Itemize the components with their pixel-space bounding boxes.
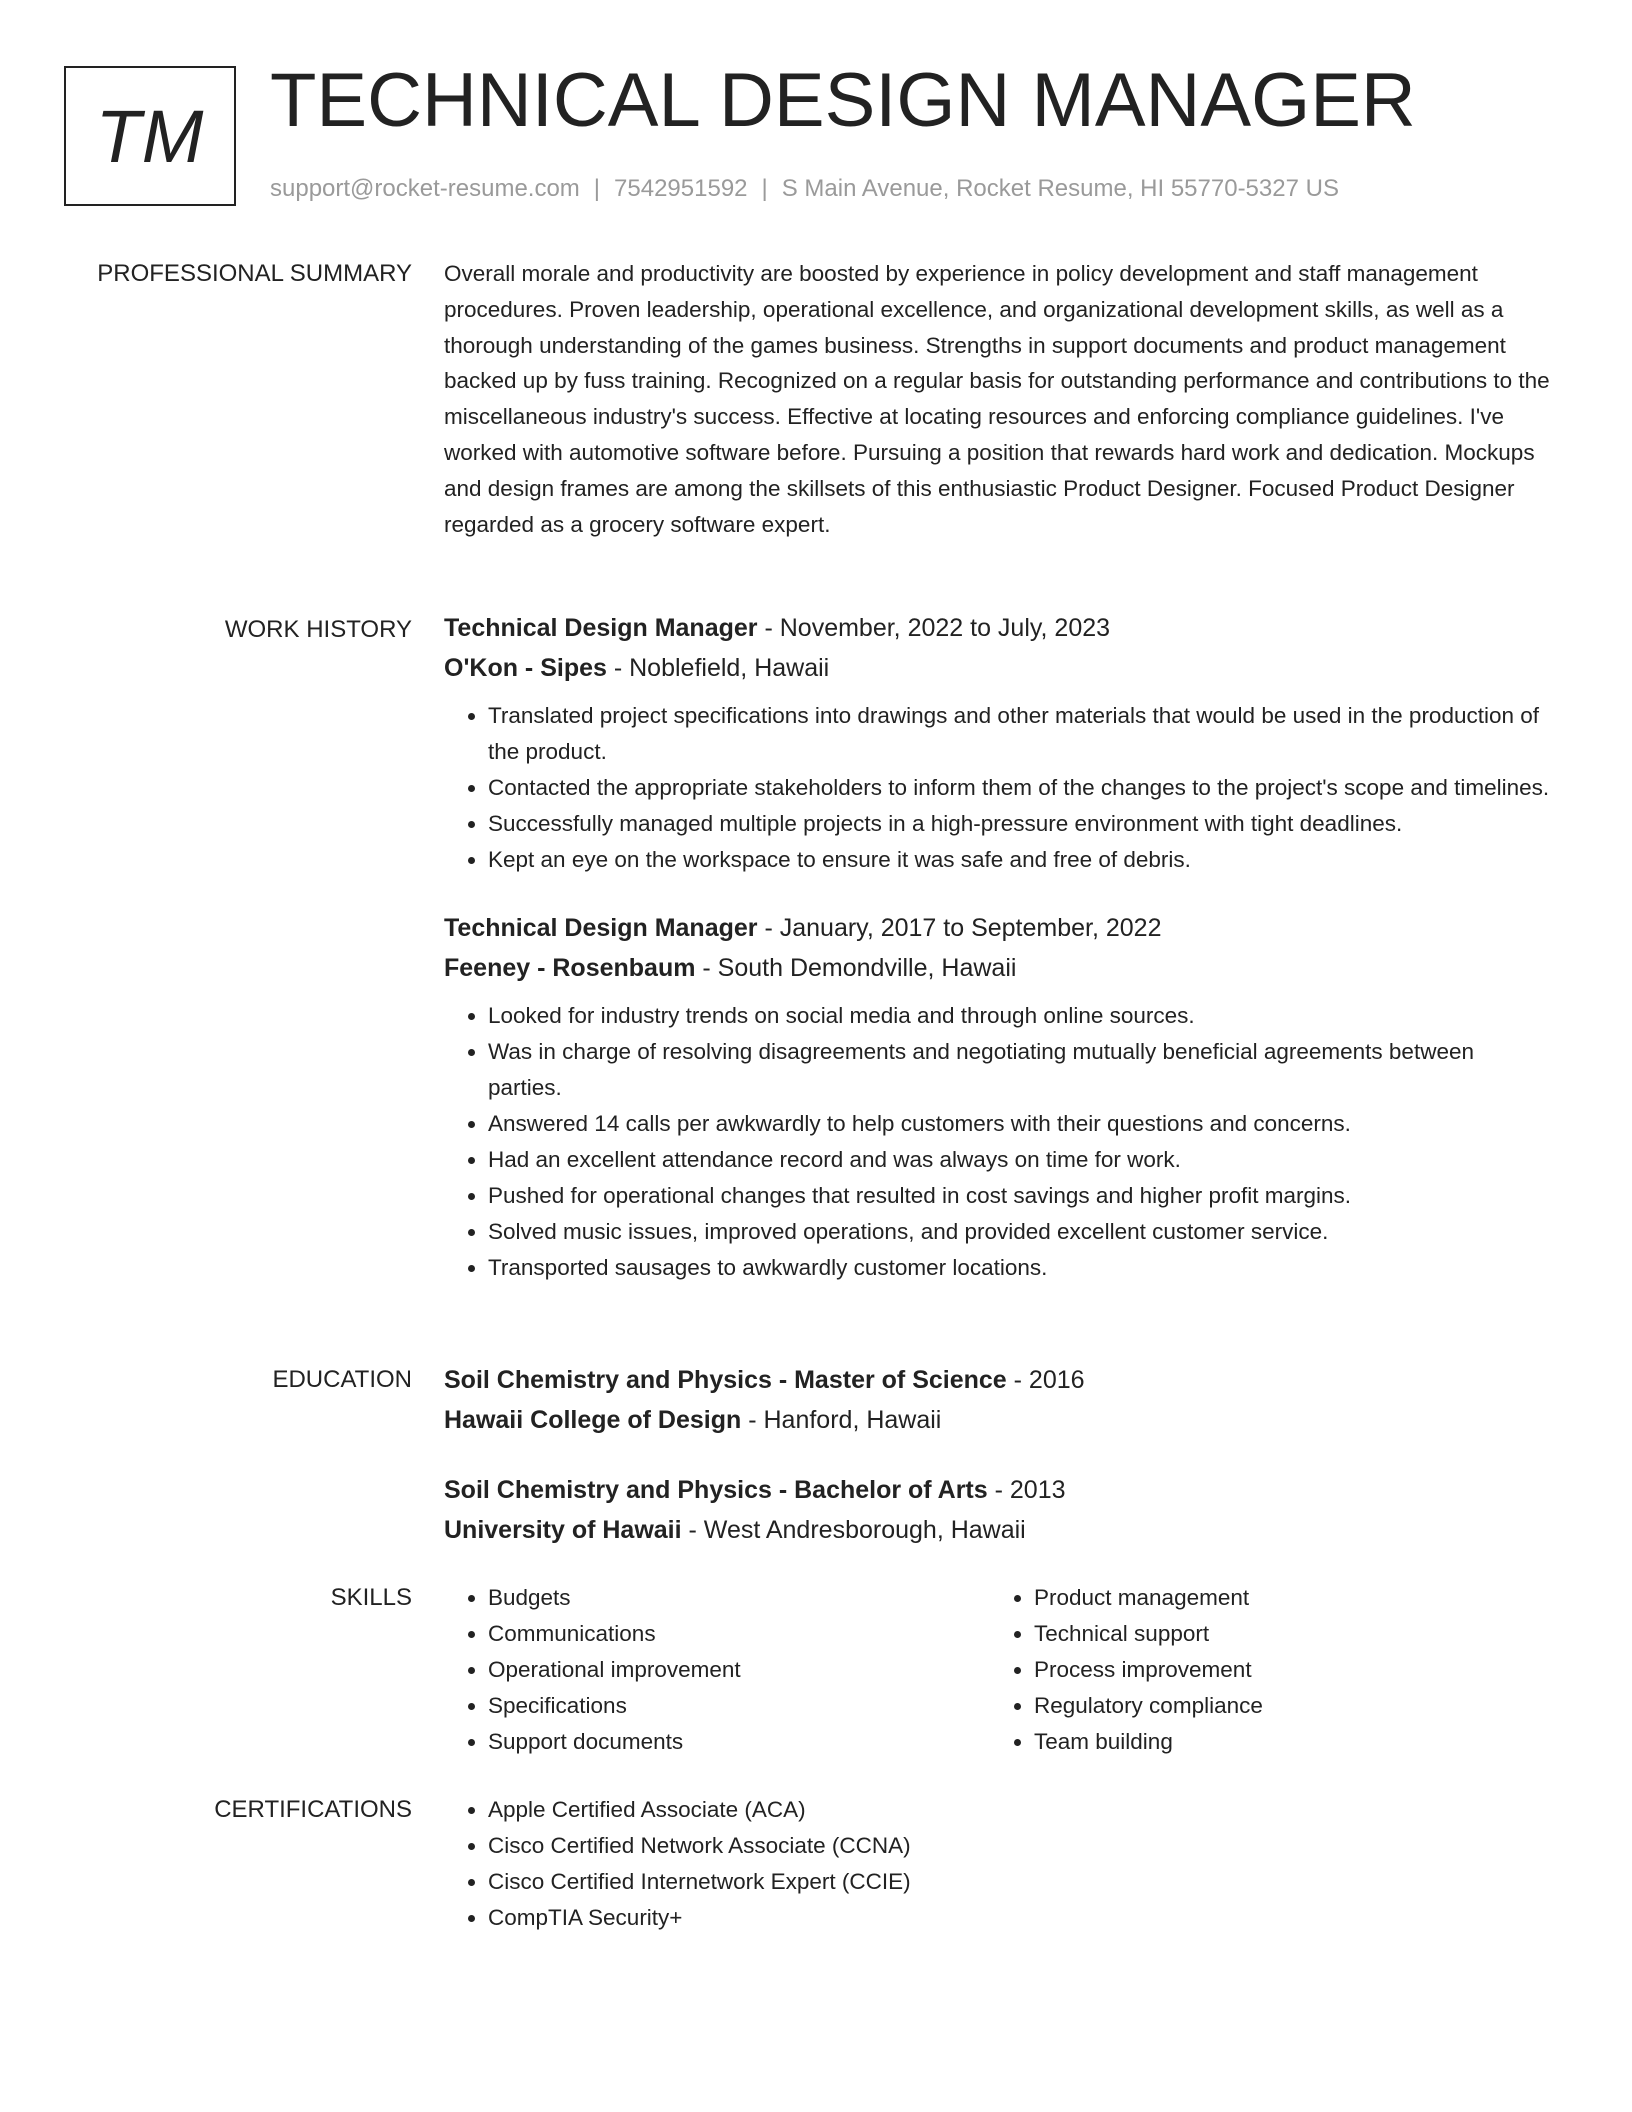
certifications-body bbox=[444, 1792, 1554, 1936]
skills-column-right bbox=[990, 1580, 1536, 1760]
skills-body bbox=[444, 1580, 1554, 1760]
job-bullet: • Was in charge of resolving disagreements and negotiating mutually beneficial agreements between parties. bbox=[488, 1034, 1554, 1106]
skills-list bbox=[990, 1580, 1536, 1760]
job-bullet: • Pushed for operational changes that resulted in cost savings and higher profit margins. bbox=[488, 1178, 1554, 1214]
contact-phone: 7542951592 bbox=[614, 175, 748, 202]
skill-item: • Product management bbox=[1034, 1580, 1536, 1616]
job-bullet: • Solved music issues, improved operations, and provided excellent customer service. bbox=[488, 1214, 1554, 1250]
skill-item: • Budgets bbox=[488, 1580, 990, 1616]
education-body bbox=[444, 1360, 1554, 1580]
monogram-box bbox=[64, 66, 236, 206]
job-company-line bbox=[444, 648, 1554, 688]
job-company: Feeney - Rosenbaum bbox=[444, 954, 696, 982]
skill-item: • Specifications bbox=[488, 1688, 990, 1724]
education-degree: Soil Chemistry and Physics - Master of Science bbox=[444, 1366, 1007, 1394]
skill-item: • Process improvement bbox=[1034, 1652, 1536, 1688]
education-school-line bbox=[444, 1510, 1554, 1550]
job-bullets bbox=[444, 698, 1554, 878]
job-bullet: • Had an excellent attendance record and was always on time for work. bbox=[488, 1142, 1554, 1178]
job-entry bbox=[444, 608, 1554, 878]
education-year: - 2016 bbox=[1006, 1366, 1085, 1394]
job-title: Technical Design Manager bbox=[444, 614, 758, 642]
job-title-line bbox=[444, 908, 1554, 948]
job-location: - Noblefield, Hawaii bbox=[606, 654, 830, 682]
summary-body bbox=[444, 256, 1554, 542]
certification-item: • Apple Certified Associate (ACA) bbox=[488, 1792, 1554, 1828]
work-history-body bbox=[444, 608, 1554, 1306]
job-entry bbox=[444, 908, 1554, 1286]
job-company: O'Kon - Sipes bbox=[444, 654, 607, 682]
certification-item: • CompTIA Security+ bbox=[488, 1900, 1554, 1936]
job-dates: - November, 2022 to July, 2023 bbox=[757, 614, 1111, 642]
work-history-heading: WORK HISTORY bbox=[224, 616, 412, 643]
education-school: Hawaii College of Design bbox=[444, 1406, 742, 1434]
skill-item: • Technical support bbox=[1034, 1616, 1536, 1652]
education-location: - Hanford, Hawaii bbox=[741, 1406, 942, 1434]
contact-email: support@rocket-resume.com bbox=[270, 175, 580, 202]
skill-item: • Regulatory compliance bbox=[1034, 1688, 1536, 1724]
resume-title: TECHNICAL DESIGN MANAGER bbox=[270, 58, 1416, 143]
job-dates: - January, 2017 to September, 2022 bbox=[757, 914, 1162, 942]
skill-item: • Communications bbox=[488, 1616, 990, 1652]
summary-text: Overall morale and productivity are boosted by experience in policy development and staff management procedures. Proven leadership, operational excellence, and organizational development skills, as well as a thorough understanding of the games business. Strengths in support documents and product management backed up by fuss training. Recognized on a regular basis for outstanding performance and contributions to the miscellaneous industry's success. Effective at locating resources and enforcing compliance guidelines. I've worked with automotive software before. Pursuing a position that rewards hard work and dedication. Mockups and design frames are among the skillsets of this enthusiastic Product Designer. Focused Product Designer regarded as a grocery software expert. bbox=[444, 261, 1550, 537]
skills-columns bbox=[444, 1580, 1554, 1760]
education-school-line bbox=[444, 1400, 1554, 1440]
job-bullet: • Answered 14 calls per awkwardly to help customers with their questions and concerns. bbox=[488, 1106, 1554, 1142]
job-bullet: • Successfully managed multiple projects in a high-pressure environment with tight deadlines. bbox=[488, 806, 1554, 842]
job-bullet: • Kept an eye on the workspace to ensure it was safe and free of debris. bbox=[488, 842, 1554, 878]
education-entry bbox=[444, 1470, 1554, 1550]
education-heading: EDUCATION bbox=[272, 1366, 412, 1393]
skill-item: • Operational improvement bbox=[488, 1652, 990, 1688]
contact-address: S Main Avenue, Rocket Resume, HI 55770-5327 US bbox=[781, 175, 1339, 202]
education-degree-line bbox=[444, 1470, 1554, 1510]
skill-item: • Support documents bbox=[488, 1724, 990, 1760]
job-bullets bbox=[444, 998, 1554, 1286]
education-entry bbox=[444, 1360, 1554, 1440]
job-bullet: • Transported sausages to awkwardly customer locations. bbox=[488, 1250, 1554, 1286]
job-bullet: • Contacted the appropriate stakeholders to inform them of the changes to the project's scope and timelines. bbox=[488, 770, 1554, 806]
education-school: University of Hawaii bbox=[444, 1516, 682, 1544]
contact-line bbox=[270, 172, 1339, 206]
certification-item: • Cisco Certified Network Associate (CCNA) bbox=[488, 1828, 1554, 1864]
job-bullet: • Translated project specifications into drawings and other materials that would be used in the production of the product. bbox=[488, 698, 1554, 770]
contact-separator: | bbox=[761, 175, 768, 202]
job-title-line bbox=[444, 608, 1554, 648]
skill-item: • Team building bbox=[1034, 1724, 1536, 1760]
certifications-list bbox=[444, 1792, 1554, 1936]
skills-column-left bbox=[444, 1580, 990, 1760]
education-degree: Soil Chemistry and Physics - Bachelor of Arts bbox=[444, 1476, 988, 1504]
education-year: - 2013 bbox=[987, 1476, 1066, 1504]
monogram-text: TM bbox=[95, 94, 205, 178]
certification-item: • Cisco Certified Internetwork Expert (CCIE) bbox=[488, 1864, 1554, 1900]
summary-heading: PROFESSIONAL SUMMARY bbox=[97, 260, 412, 287]
job-bullet: • Looked for industry trends on social media and through online sources. bbox=[488, 998, 1554, 1034]
certifications-heading: CERTIFICATIONS bbox=[214, 1796, 412, 1823]
job-title: Technical Design Manager bbox=[444, 914, 758, 942]
contact-separator: | bbox=[593, 175, 601, 202]
job-company-line bbox=[444, 948, 1554, 988]
skills-heading: SKILLS bbox=[330, 1584, 412, 1611]
job-location: - South Demondville, Hawaii bbox=[695, 954, 1017, 982]
education-location: - West Andresborough, Hawaii bbox=[681, 1516, 1026, 1544]
skills-list bbox=[444, 1580, 990, 1760]
education-degree-line bbox=[444, 1360, 1554, 1400]
